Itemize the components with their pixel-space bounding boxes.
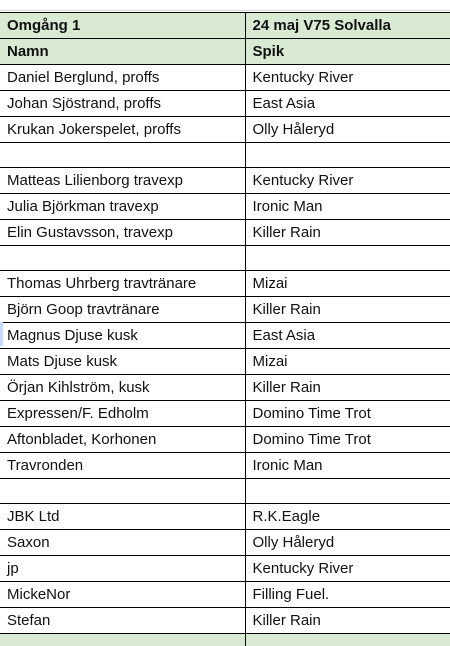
cell-name[interactable]: Mats Djuse kusk xyxy=(0,349,245,375)
cell-name[interactable]: Thomas Uhrberg travtränare xyxy=(0,271,245,297)
cell-pick[interactable]: East Asia xyxy=(245,323,450,349)
cell-name[interactable]: Örjan Kihlström, kusk xyxy=(0,375,245,401)
cell-pick[interactable]: East Asia xyxy=(245,91,450,117)
cell-name[interactable]: Expressen/F. Edholm xyxy=(0,401,245,427)
cell-name[interactable]: Johan Sjöstrand, proffs xyxy=(0,91,245,117)
cell-name[interactable]: Björn Goop travtränare xyxy=(0,297,245,323)
table-row xyxy=(0,91,450,117)
cell-pick[interactable]: Kentucky River xyxy=(245,65,450,91)
cell-name[interactable]: Matteas Lilienborg travexp xyxy=(0,168,245,194)
blank-row xyxy=(0,246,450,271)
cell-name[interactable]: Travronden xyxy=(0,453,245,479)
cell-pick[interactable]: Domino Time Trot xyxy=(245,401,450,427)
table-row xyxy=(0,401,450,427)
cell-name[interactable]: Saxon xyxy=(0,530,245,556)
cell-name[interactable] xyxy=(0,479,245,504)
table-row xyxy=(0,271,450,297)
table-row xyxy=(0,168,450,194)
header-title-row xyxy=(0,13,450,39)
footer-row xyxy=(0,634,450,646)
row-selection-marker xyxy=(0,322,3,346)
table-row xyxy=(0,220,450,246)
cell-pick[interactable]: Ironic Man xyxy=(245,453,450,479)
cell-pick[interactable] xyxy=(245,143,450,168)
table-row xyxy=(0,297,450,323)
cell-name[interactable]: jp xyxy=(0,556,245,582)
cell-name[interactable] xyxy=(0,246,245,271)
footer-cell[interactable] xyxy=(0,634,245,646)
header-cell-name[interactable]: Namn xyxy=(0,39,245,65)
table-row xyxy=(0,608,450,634)
cell-pick[interactable]: Mizai xyxy=(245,271,450,297)
cell-pick[interactable]: Killer Rain xyxy=(245,608,450,634)
table-row xyxy=(0,65,450,91)
cell-pick[interactable] xyxy=(245,246,450,271)
cell-pick[interactable] xyxy=(245,479,450,504)
table-row xyxy=(0,323,450,349)
table-row xyxy=(0,582,450,608)
cell-pick[interactable]: R.K.Eagle xyxy=(245,504,450,530)
blank-row xyxy=(0,143,450,168)
table-row xyxy=(0,349,450,375)
cell-name[interactable]: Julia Björkman travexp xyxy=(0,194,245,220)
cell-pick[interactable]: Olly Håleryd xyxy=(245,117,450,143)
table-row xyxy=(0,504,450,530)
cut-off-row xyxy=(0,0,450,11)
table-row xyxy=(0,453,450,479)
cell-pick[interactable]: Kentucky River xyxy=(245,168,450,194)
picks-table xyxy=(0,12,450,646)
cell-name[interactable]: Elin Gustavsson, travexp xyxy=(0,220,245,246)
table-row xyxy=(0,556,450,582)
cell-name[interactable]: Daniel Berglund, proffs xyxy=(0,65,245,91)
cell-name[interactable]: JBK Ltd xyxy=(0,504,245,530)
cell-name[interactable]: Krukan Jokerspelet, proffs xyxy=(0,117,245,143)
cell-pick[interactable]: Kentucky River xyxy=(245,556,450,582)
header-cell-name[interactable]: Omgång 1 xyxy=(0,13,245,39)
cell-pick[interactable]: Filling Fuel. xyxy=(245,582,450,608)
table-row xyxy=(0,530,450,556)
cell-name[interactable] xyxy=(0,143,245,168)
cell-pick[interactable]: Killer Rain xyxy=(245,297,450,323)
cell-pick[interactable]: Killer Rain xyxy=(245,220,450,246)
blank-row xyxy=(0,479,450,504)
cell-name[interactable]: MickeNor xyxy=(0,582,245,608)
cell-pick[interactable]: Ironic Man xyxy=(245,194,450,220)
cell-pick[interactable]: Olly Håleryd xyxy=(245,530,450,556)
cell-name[interactable]: Stefan xyxy=(0,608,245,634)
footer-cell[interactable] xyxy=(245,634,450,646)
cell-name[interactable]: Magnus Djuse kusk xyxy=(0,323,245,349)
table-row xyxy=(0,117,450,143)
cell-pick[interactable]: Mizai xyxy=(245,349,450,375)
header-cell-pick[interactable]: 24 maj V75 Solvalla xyxy=(245,13,450,39)
table-row xyxy=(0,375,450,401)
cell-pick[interactable]: Domino Time Trot xyxy=(245,427,450,453)
table-row xyxy=(0,194,450,220)
cell-pick[interactable]: Killer Rain xyxy=(245,375,450,401)
table-row xyxy=(0,427,450,453)
header-column-row xyxy=(0,39,450,65)
header-cell-pick[interactable]: Spik xyxy=(245,39,450,65)
table-body xyxy=(0,13,450,646)
cell-name[interactable]: Aftonbladet, Korhonen xyxy=(0,427,245,453)
